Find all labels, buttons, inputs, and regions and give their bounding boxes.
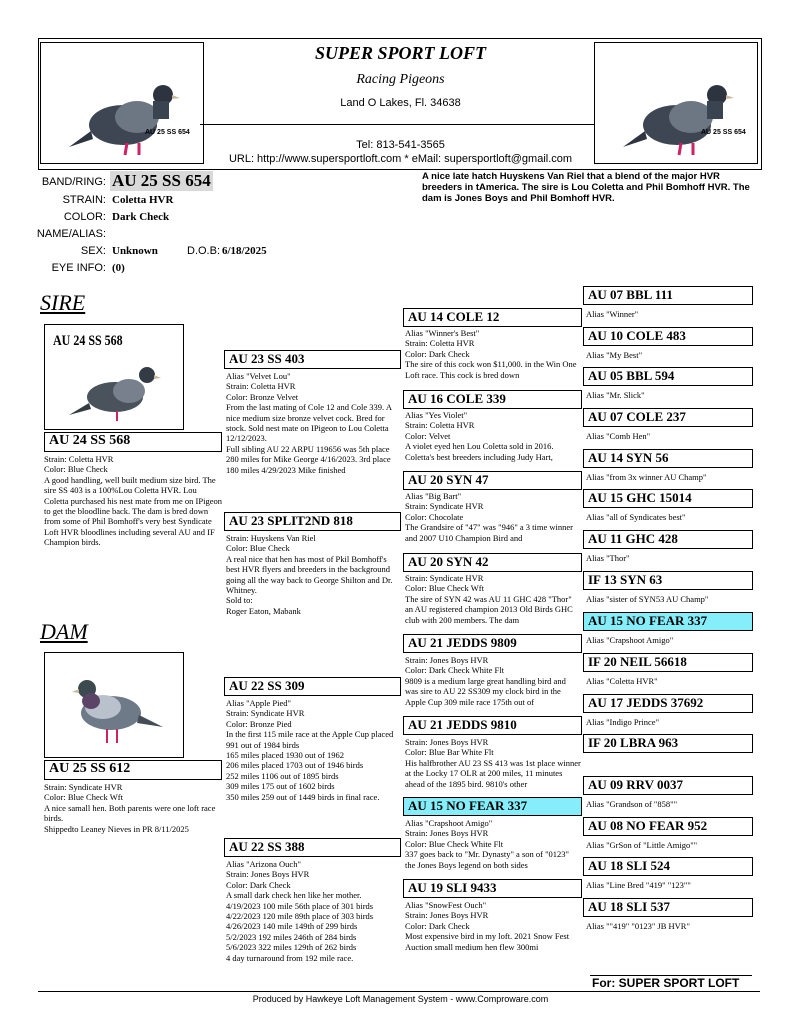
gen4-band[interactable]: AU 10 COLE 483 bbox=[583, 327, 753, 346]
bird-description: A nice late hatch Huyskens Van Riel that a blend of the major HVR breeders in tAmerica. The sire is Lou Coletta and Phil Bomhoff HVR. The dam is Jones Boys and Phil Bomhoff HVR. bbox=[422, 171, 750, 204]
photo-ring-label: AU 24 SS 568 bbox=[53, 333, 123, 349]
info-line: 4 day turnaround from 192 mile race. bbox=[226, 952, 354, 963]
info-line: Strain: Jones Boys HVR bbox=[405, 655, 489, 665]
loft-name: SUPER SPORT LOFT bbox=[314, 43, 487, 63]
gen2-band[interactable]: AU 22 SS 388 bbox=[224, 838, 401, 857]
loft-subtitle: Racing Pigeons bbox=[356, 72, 445, 87]
info-line: Color: Dark Check White Flt bbox=[405, 665, 504, 676]
info-line: 309 miles 175 out of 1602 birds bbox=[226, 781, 335, 792]
info-line: Color: Dark Check bbox=[405, 348, 470, 359]
sire-photo bbox=[44, 324, 184, 430]
info-line: Strain: Coletta HVR bbox=[226, 381, 296, 392]
gen4-alias: Alias "Winner" bbox=[586, 309, 639, 319]
loft-address: Land O Lakes, Fl. 34638 bbox=[340, 97, 461, 109]
info-line: The Grandsire of "47" was "946" a 3 time winner and 2007 U10 Champion Bird and bbox=[405, 522, 574, 543]
info-line: Alias "Apple Pied" bbox=[226, 698, 292, 708]
eye-label: EYE INFO: bbox=[51, 262, 106, 274]
gen4-alias: Alias "Line Bred "419" "123"" bbox=[586, 880, 691, 890]
gen3-info bbox=[405, 328, 581, 388]
dam-info-line: A nice samall hen. Both parents were one loft race birds. bbox=[44, 802, 216, 824]
name-alias-label: NAME/ALIAS: bbox=[36, 228, 106, 240]
sex-value: Unknown bbox=[112, 245, 158, 257]
info-line: Most expensive bird in my loft. 2021 Snow Fest Auction small medium hen flew 300mi bbox=[405, 931, 570, 952]
info-line: Strain: Syndicate HVR bbox=[226, 708, 305, 719]
info-line: 9809 is a medium large great handling bird and was sire to AU 22 SS309 my clock bird in the Apple Cup 309 mile race 175th out of bbox=[405, 675, 566, 707]
gen3-band[interactable]: AU 16 COLE 339 bbox=[403, 390, 582, 409]
info-line: Color: Dark Check bbox=[405, 920, 470, 931]
info-line: Strain: Huyskens Van Riel bbox=[226, 533, 316, 543]
gen2-band[interactable]: AU 23 SS 403 bbox=[224, 350, 401, 369]
gen4-band[interactable]: AU 05 BBL 594 bbox=[583, 367, 753, 386]
gen2-band[interactable]: AU 22 SS 309 bbox=[224, 677, 401, 696]
dam-info bbox=[44, 782, 222, 842]
info-line: 4/26/2023 140 mile 149th of 299 birds bbox=[226, 921, 358, 932]
info-line: Sold to: bbox=[226, 595, 253, 606]
gen2-info bbox=[226, 859, 402, 983]
info-line: Strain: Jones Boys HVR bbox=[405, 828, 489, 839]
color-label: COLOR: bbox=[63, 211, 106, 223]
info-line: Alias "SnowFest Ouch" bbox=[405, 900, 487, 910]
loft-contact: URL: http://www.supersportloft.com * eMail: supersportloft@gmail.com bbox=[228, 153, 573, 165]
info-line: 4/19/2023 100 mile 56th place of 301 birds bbox=[226, 900, 374, 911]
info-line: Color: Blue Check White Flt bbox=[405, 838, 504, 849]
gen4-band[interactable]: IF 20 NEIL 56618 bbox=[583, 653, 753, 672]
info-line: Full sibling AU 22 ARPU 119656 was 5th place 280 miles for Mike George 4/16/2023. 3rd place 180 miles 4/29/2023 Mike finished bbox=[226, 443, 391, 475]
info-line: 337 goes back to "Mr. Dynasty" a son of "0123" the Jones Boys legend on both sides bbox=[405, 849, 570, 870]
dob-value: 6/18/2025 bbox=[222, 245, 267, 257]
info-line: Color: Dark Check bbox=[226, 879, 291, 890]
sire-info bbox=[44, 454, 222, 564]
gen3-info bbox=[405, 737, 581, 797]
gen4-band[interactable]: AU 11 GHC 428 bbox=[583, 530, 753, 549]
dam-info-line: Shippedto Leaney Nieves in PR 8/11/2025 bbox=[44, 823, 189, 834]
info-line: Strain: Jones Boys HVR bbox=[405, 737, 489, 747]
gen4-band[interactable]: IF 13 SYN 63 bbox=[583, 571, 753, 590]
footer-credit: Produced by Hawkeye Loft Management System - www.Comproware.com bbox=[252, 994, 549, 1004]
gen2-info bbox=[226, 371, 402, 491]
dam-info-line: Strain: Syndicate HVR bbox=[44, 782, 123, 792]
info-line: Color: Bronze Pied bbox=[226, 718, 292, 729]
sire-info-line: Strain: Coletta HVR bbox=[44, 454, 114, 464]
dam-band[interactable]: AU 25 SS 612 bbox=[44, 760, 222, 780]
gen4-band[interactable]: AU 14 SYN 56 bbox=[583, 449, 753, 468]
gen4-band[interactable]: AU 07 COLE 237 bbox=[583, 408, 753, 427]
gen4-alias: Alias "My Best" bbox=[586, 350, 643, 360]
gen4-band[interactable]: AU 17 JEDDS 37692 bbox=[583, 694, 753, 713]
info-line: Alias "Velvet Lou" bbox=[226, 371, 291, 381]
info-line: Color: Blue Bar White Flt bbox=[405, 747, 494, 758]
gen3-band[interactable]: AU 21 JEDDS 9810 bbox=[403, 716, 582, 735]
gen4-band[interactable]: AU 08 NO FEAR 952 bbox=[583, 817, 753, 836]
gen3-info bbox=[405, 900, 581, 960]
gen4-alias: Alias ""419" "0123" JB HVR" bbox=[586, 921, 690, 931]
info-line: 165 miles placed 1930 out of 1962 bbox=[226, 750, 345, 761]
gen4-alias: Alias "from 3x winner AU Champ" bbox=[586, 472, 707, 482]
gen3-band-highlighted[interactable]: AU 15 NO FEAR 337 bbox=[403, 797, 582, 816]
info-line: From the last mating of Cole 12 and Cole 339. A nice medium size bronze velvet cock. Bred for stock. Sold nest mate on IPigeon to Lou Coletta 12/12/2023. bbox=[226, 402, 392, 444]
info-line: Strain: Syndicate HVR bbox=[405, 501, 484, 512]
gen4-alias: Alias "Mr. Slick" bbox=[586, 390, 645, 400]
gen2-info bbox=[226, 533, 402, 633]
for-loft-label: For: SUPER SPORT LOFT bbox=[592, 976, 740, 990]
info-line: Strain: Jones Boys HVR bbox=[405, 910, 489, 921]
gen4-band[interactable]: AU 15 GHC 15014 bbox=[583, 489, 753, 508]
info-line: 206 miles placed 1703 out of 1946 birds bbox=[226, 760, 364, 771]
pigeon-photo bbox=[45, 653, 183, 757]
dam-info-line: Color: Blue Check Wft bbox=[44, 792, 123, 803]
gen3-info bbox=[405, 818, 581, 878]
gen4-band[interactable]: AU 18 SLI 537 bbox=[583, 898, 753, 917]
gen4-band[interactable]: AU 07 BBL 111 bbox=[583, 286, 753, 305]
gen4-band[interactable]: AU 18 SLI 524 bbox=[583, 857, 753, 876]
dob-label: D.O.B: bbox=[187, 245, 221, 257]
info-line: Color: Blue Check bbox=[226, 543, 290, 554]
info-line: 4/22/2023 120 mile 89th place of 303 birds bbox=[226, 911, 374, 922]
gen2-band[interactable]: AU 23 SPLIT2ND 818 bbox=[224, 512, 401, 531]
gen4-alias: Alias "Crapshoot Amigo" bbox=[586, 635, 674, 645]
sex-label: SEX: bbox=[80, 245, 106, 257]
info-line: Color: Bronze Velvet bbox=[226, 391, 299, 402]
info-line: In the first 115 mile race at the Apple Cup placed 991 out of 1984 birds bbox=[226, 729, 394, 750]
gen3-band[interactable]: AU 21 JEDDS 9809 bbox=[403, 634, 582, 653]
strain-label: STRAIN: bbox=[62, 194, 106, 206]
info-line: The sire of SYN 42 was AU 11 GHC 428 "Thor" an AU registered champion 2013 Old Birds GHC club with 200 members. The dam bbox=[405, 593, 573, 625]
gen4-band[interactable]: AU 09 RRV 0037 bbox=[583, 776, 753, 795]
band-label: BAND/RING: bbox=[41, 176, 106, 188]
info-line: A violet eyed hen Lou Coletta sold in 2016. Coletta's best breeders including Judy Hart, bbox=[405, 441, 554, 462]
info-line: 252 miles 1106 out of 1895 birds bbox=[226, 770, 339, 781]
photo-ring-label: AU 25 SS 654 bbox=[145, 129, 190, 136]
info-line: The sire of this cock won $11,000. in the Win One Loft race. This cock is bred down bbox=[405, 359, 577, 380]
sire-band[interactable]: AU 24 SS 568 bbox=[44, 432, 222, 452]
info-line: Strain: Coletta HVR bbox=[405, 338, 475, 349]
sire-info-line: A good handling, well built medium size bird. The sire SS 403 is a 100%Lou Coletta HVR. Lou Coletta purchased his nest mate from me on IPigeon to get the bloodline back. The dam is bred down from some of Phil Bomhoff's very best Syndicate Loft HVR bloodlines including several AU and IF Champion birds. bbox=[44, 474, 222, 548]
info-line: 350 miles 259 out of 1449 birds in final race. bbox=[226, 791, 380, 802]
info-line: A real nice that hen has most of Pkil Bomhoff's best HVR flyers and breeders in the background going all the way back to George Shilton and Dr. Whitney. bbox=[226, 553, 393, 596]
info-line: Alias "Arizona Ouch" bbox=[226, 859, 301, 869]
footer-divider bbox=[38, 991, 760, 992]
info-line: Alias "Big Bart" bbox=[405, 491, 462, 501]
gen4-alias: Alias "sister of SYN53 AU Champ" bbox=[586, 594, 709, 604]
dam-photo bbox=[44, 652, 184, 758]
info-line: Color: Blue Check Wft bbox=[405, 583, 484, 594]
gen3-band[interactable]: AU 20 SYN 42 bbox=[403, 553, 582, 572]
gen4-alias: Alias "Grandson of "858"" bbox=[586, 799, 678, 809]
gen4-band[interactable]: IF 20 LBRA 963 bbox=[583, 734, 753, 753]
header-divider bbox=[200, 124, 595, 125]
gen3-band[interactable]: AU 19 SLI 9433 bbox=[403, 879, 582, 898]
gen3-band[interactable]: AU 14 COLE 12 bbox=[403, 308, 582, 327]
sire-title: SIRE bbox=[40, 290, 86, 315]
info-line: Strain: Syndicate HVR bbox=[405, 573, 484, 583]
info-line: 5/2/2023 192 miles 246th of 284 birds bbox=[226, 931, 357, 942]
gen3-info bbox=[405, 491, 581, 551]
gen4-alias: Alias "Indigo Prince" bbox=[586, 717, 660, 727]
gen2-info bbox=[226, 698, 402, 822]
loft-tel: Tel: 813-541-3565 bbox=[356, 139, 445, 151]
info-line: Color: Chocolate bbox=[405, 511, 464, 522]
gen3-info bbox=[405, 573, 581, 633]
photo-ring-label: AU 25 SS 654 bbox=[701, 129, 746, 136]
gen4-band-highlighted[interactable]: AU 15 NO FEAR 337 bbox=[583, 612, 753, 631]
info-line: Color: Velvet bbox=[405, 430, 451, 441]
gen4-alias: Alias "Comb Hen" bbox=[586, 431, 651, 441]
dam-title: DAM bbox=[40, 619, 88, 644]
gen4-alias: Alias "GrSon of "Little Amigo"" bbox=[586, 840, 698, 850]
gen3-info bbox=[405, 655, 581, 715]
strain-value: Coletta HVR bbox=[112, 194, 174, 206]
band-value: AU 25 SS 654 bbox=[112, 171, 211, 190]
info-line: Roger Eaton, Mabank bbox=[226, 605, 301, 616]
info-line: Strain: Coletta HVR bbox=[405, 420, 475, 431]
info-line: A small dark check hen like her mother. bbox=[226, 890, 362, 901]
gen3-info bbox=[405, 410, 581, 470]
sire-info-line: Color: Blue Check bbox=[44, 464, 108, 475]
info-line: Alias "Winner's Best" bbox=[405, 328, 480, 338]
info-line: Alias "Yes Violet" bbox=[405, 410, 468, 420]
eye-value: (0) bbox=[112, 262, 125, 274]
color-value: Dark Check bbox=[112, 211, 170, 223]
gen3-band[interactable]: AU 20 SYN 47 bbox=[403, 471, 582, 490]
gen4-alias: Alias "all of Syndicates best" bbox=[586, 512, 686, 522]
info-line: Strain: Jones Boys HVR bbox=[226, 869, 310, 880]
gen4-alias: Alias "Coletta HVR" bbox=[586, 676, 658, 686]
info-line: 5/6/2023 322 miles 129th of 262 birds bbox=[226, 942, 357, 953]
info-line: His halfbrother AU 23 SS 413 was 1st place winner at the Locky 17 OLR at 200 miles, 11 minutes ahead of the 1895 bird. 9810's other bbox=[405, 757, 581, 789]
info-line: Alias "Crapshoot Amigo" bbox=[405, 818, 493, 828]
gen4-alias: Alias "Thor" bbox=[586, 553, 630, 563]
